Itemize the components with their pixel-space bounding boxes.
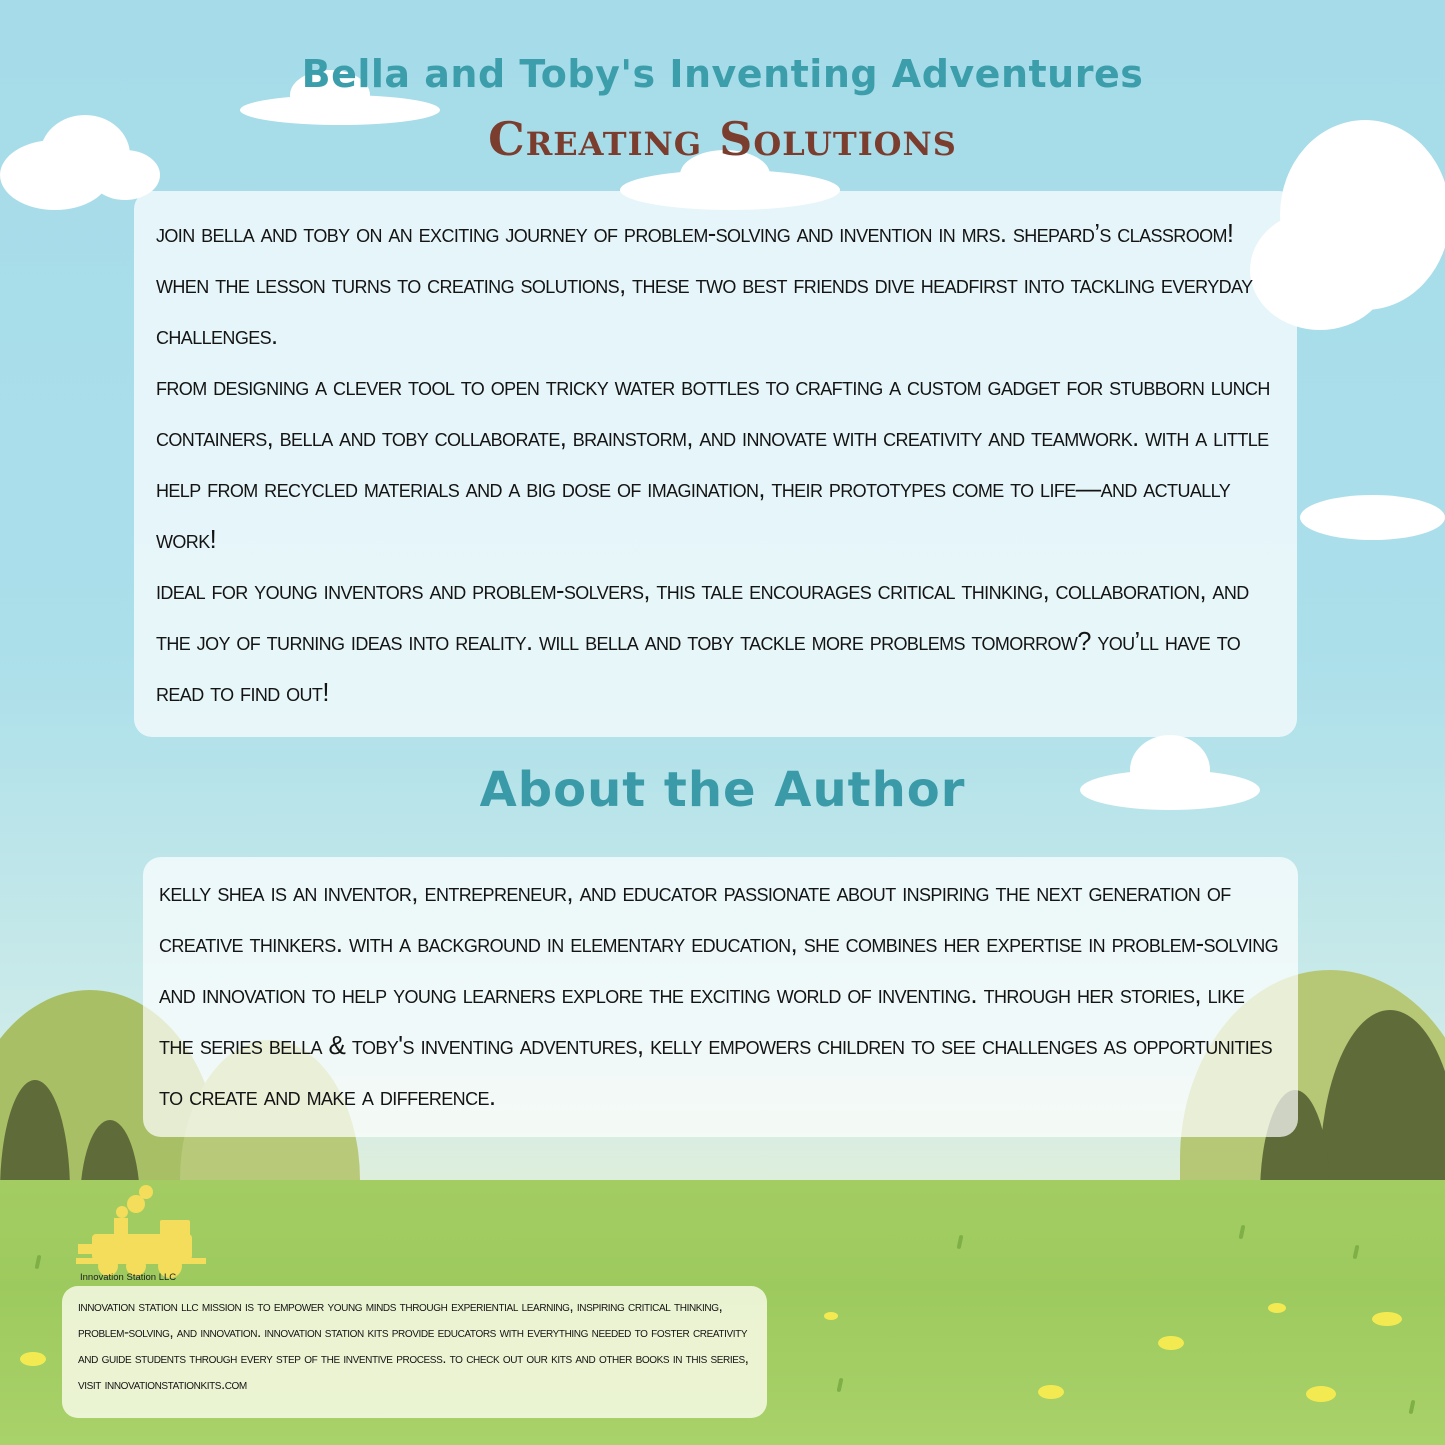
about-author-heading: About the Author: [479, 762, 966, 818]
company-mission-panel: [62, 1286, 767, 1418]
book-series-title: Bella and Toby's Inventing Adventures: [301, 52, 1144, 96]
book-description-panel: [134, 191, 1297, 737]
company-mission: innovation station llc mission is to empower young minds through experiential learning, inspiring critical thinking, problem-solving, and innovation. innovation station kits provide educators with everything needed to foster creativity and guide students through every step of the inventive process. to check out our kits and other books in this series, visit innovationstationkits.com: [78, 1299, 749, 1393]
flower: [1372, 1312, 1402, 1326]
flower: [1268, 1303, 1286, 1313]
flower: [1038, 1385, 1064, 1399]
cloud: [1300, 480, 1445, 540]
flower: [1306, 1386, 1336, 1402]
description-paragraph: from designing a clever tool to open tricky water bottles to crafting a custom gadget for stubborn lunch containers, bella and toby collaborate, brainstorm, and innovate with creativity and teamwork. with a little help from recycled materials and a big dose of imagination, their prototypes come to life—and actually work!: [156, 373, 1270, 554]
description-paragraph: ideal for young inventors and problem-solvers, this tale encourages critical thinking, collaboration, and the joy of turning ideas into reality. will bella and toby tackle more problems tomorrow? you’ll have to read to find out!: [156, 577, 1249, 707]
flower: [1158, 1336, 1184, 1350]
author-bio: kelly shea is an inventor, entrepreneur, and educator passionate about inspiring the next generation of creative thinkers. with a background in elementary education, she combines her expertise in problem-solving and innovation to help young learners explore the exciting world of inventing. through her stories, like the series bella & toby's inventing adventures, kelly empowers children to see challenges as opportunities to create and make a difference.: [159, 877, 1278, 1111]
flower: [824, 1312, 838, 1320]
author-bio-panel: [143, 857, 1298, 1137]
book-title: Creating Solutions: [488, 112, 957, 166]
flower: [20, 1352, 46, 1366]
description-paragraph: join bella and toby on an exciting journey of problem-solving and invention in mrs. shepard’s classroom! when the lesson turns to creating solutions, these two best friends dive headfirst into tackling everyday challenges.: [156, 220, 1253, 350]
company-logo-label: Innovation Station LLC: [80, 1272, 177, 1283]
